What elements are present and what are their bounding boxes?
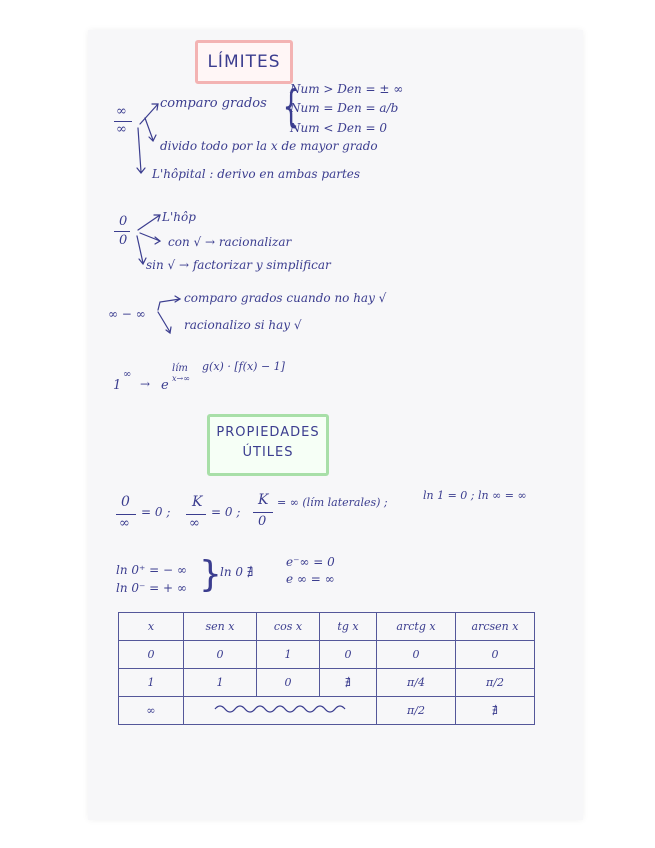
prop1-den: ∞	[119, 516, 130, 531]
e-base: e	[161, 378, 169, 393]
prop2-num: K	[192, 494, 203, 510]
inf-fraction-den: ∞	[116, 122, 127, 137]
one-arrow: →	[140, 377, 151, 391]
arrow-to-lhopital	[138, 128, 141, 172]
header-cell: x	[119, 613, 184, 641]
one-exponent: ∞	[123, 369, 132, 380]
table-cell: 1	[119, 669, 184, 697]
table-cell: 1	[257, 641, 320, 669]
table-cell: π/2	[456, 669, 535, 697]
ln-properties: ln 1 = 0 ; ln ∞ = ∞	[423, 489, 527, 502]
arrow-to-lhop	[138, 215, 160, 230]
compare-degrees-text: comparo grados	[160, 96, 267, 111]
table-cell: 0	[377, 641, 456, 669]
right-brace: }	[199, 554, 222, 595]
prop3-result: = ∞ (lím laterales) ;	[277, 496, 388, 509]
prop2-den: ∞	[189, 516, 200, 531]
zero-fraction-den: 0	[119, 233, 128, 248]
properties-title-line2: ÚTILES	[242, 445, 294, 460]
table-cell: 0	[119, 641, 184, 669]
prop2-result: = 0 ;	[211, 505, 241, 519]
table-cell: 0	[257, 669, 320, 697]
case-equal: Num = Den = a/b	[290, 101, 399, 115]
prop3-den: 0	[258, 514, 267, 529]
table-cell: ∄	[320, 669, 377, 697]
inf-minus-inf-label: ∞ − ∞	[108, 307, 146, 321]
properties-title-line1: PROPIEDADES	[216, 425, 320, 440]
inf-fraction-num: ∞	[116, 104, 127, 119]
table-cell: π/2	[377, 697, 456, 725]
table-cell: π/4	[377, 669, 456, 697]
lim-subscript: x→∞	[172, 374, 190, 383]
lhop-text: L'hôp	[162, 210, 196, 224]
case-less: Num < Den = 0	[290, 121, 388, 135]
header-cell: arctg x	[377, 613, 456, 641]
ln-zero-undefined: ln 0 ∄	[220, 565, 254, 579]
table-cell: 0	[320, 641, 377, 669]
header-cell: sen x	[184, 613, 257, 641]
divide-text: divido todo por la x de mayor grado	[160, 139, 378, 153]
table-cell: 0	[184, 641, 257, 669]
table-cell: ∞	[119, 697, 184, 725]
lhopital-text: L'hôpital : derivo en ambas partes	[152, 167, 361, 181]
with-root-text: con √ → racionalizar	[168, 235, 292, 249]
header-cell: cos x	[257, 613, 320, 641]
arrow-to-compare	[140, 104, 158, 124]
arrow-to-without-root	[137, 236, 143, 263]
table-cell: 0	[456, 641, 535, 669]
exponent-expression: g(x) · [f(x) − 1]	[202, 360, 285, 373]
table-cell: ∄	[456, 697, 535, 725]
case-greater: Num > Den = ± ∞	[290, 82, 404, 96]
header-cell: tg x	[320, 613, 377, 641]
root-text: racionalizo si hay √	[184, 318, 302, 332]
prop1-result: = 0 ;	[141, 505, 171, 519]
header-cell: arcsen x	[456, 613, 535, 641]
table-cell: 1	[184, 669, 257, 697]
e-minus-infinity: e⁻∞ = 0	[286, 555, 335, 569]
without-root-text: sin √ → factorizar y simplificar	[146, 258, 331, 272]
lim-label: lím	[172, 363, 188, 374]
left-brace: {	[282, 81, 300, 132]
ln-zero-plus: ln 0⁺ = − ∞	[116, 563, 187, 577]
zero-fraction-num: 0	[119, 214, 128, 229]
limits-title: LÍMITES	[195, 40, 293, 84]
no-root-text: comparo grados cuando no hay √	[184, 291, 387, 305]
prop1-num: 0	[121, 494, 130, 510]
prop3-num: K	[258, 492, 269, 508]
one-base: 1	[113, 378, 122, 393]
e-infinity: e ∞ = ∞	[286, 572, 335, 586]
ln-zero-minus: ln 0⁻ = + ∞	[116, 581, 187, 595]
arrow-to-with-root	[140, 233, 160, 241]
arrow-to-root	[158, 312, 170, 332]
